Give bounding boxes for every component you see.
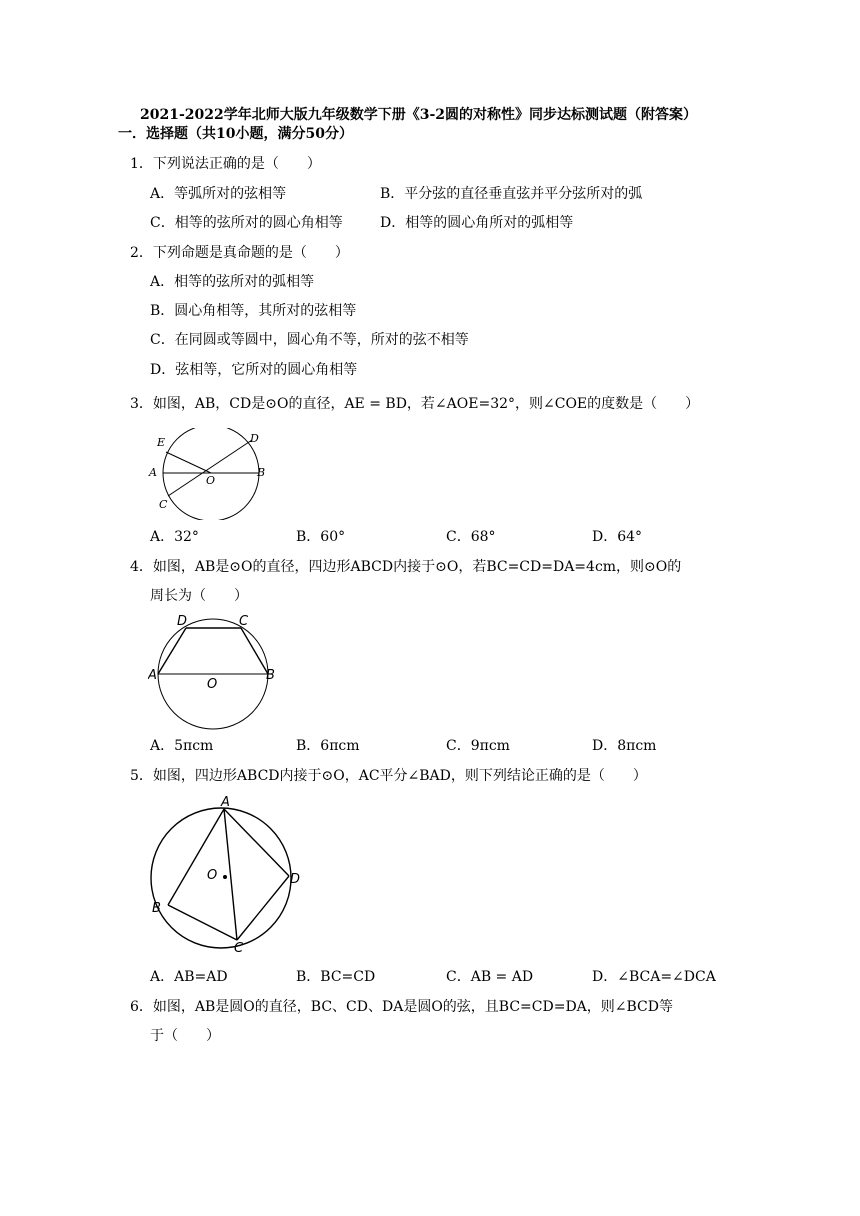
q6-stem-line2: 于（ ） <box>150 1028 220 1044</box>
label-b: B <box>152 901 161 916</box>
document-title: 2021-2022学年北师大版九年级数学下册《3-2圆的对称性》同步达标测试题（附答案） <box>140 107 698 123</box>
q2-stem: 2．下列命题是真命题的是（ ） <box>130 245 349 261</box>
q3-option-b: B．60° <box>296 529 346 545</box>
q4-figure <box>148 612 280 730</box>
q4-option-b: B．6πcm <box>296 738 360 754</box>
label-d: D <box>177 614 188 629</box>
label-b: B <box>257 466 266 479</box>
q5-option-a: A．AB=AD <box>150 969 228 985</box>
q2-option-a: A．相等的弦所对的弧相等 <box>150 274 315 290</box>
label-o: O <box>207 868 218 883</box>
q2-option-d: D．弦相等，它所对的圆心角相等 <box>150 362 358 378</box>
q1-option-a: A．等弧所对的弦相等 <box>150 186 287 202</box>
q3-stem: 3．如图，AB，CD是⊙O的直径，AE = BD，若∠AOE=32°，则∠COE的度数是（ ） <box>130 396 700 412</box>
q5-stem: 5．如图，四边形ABCD内接于⊙O，AC平分∠BAD，则下列结论正确的是（ ） <box>130 768 647 784</box>
q3-option-c: C．68° <box>446 529 496 545</box>
label-e: E <box>157 436 166 449</box>
q2-option-c: C．在同圆或等圆中，圆心角不等，所对的弦不相等 <box>150 332 469 348</box>
q1-option-d: D．相等的圆心角所对的弧相等 <box>380 215 574 231</box>
q1-stem: 1．下列说法正确的是（ ） <box>130 156 321 172</box>
q3-option-a: A．32° <box>150 529 199 545</box>
label-a: A <box>221 795 230 810</box>
label-o: O <box>207 677 218 692</box>
q1-option-c: C．相等的弦所对的圆心角相等 <box>150 215 343 231</box>
q2-option-b: B．圆心角相等，其所对的弦相等 <box>150 303 357 319</box>
label-c: C <box>159 498 168 511</box>
section-heading: 一．选择题（共10小题，满分50分） <box>118 126 353 142</box>
radius-oe <box>166 452 211 473</box>
q3-figure <box>146 428 276 520</box>
label-a: A <box>148 668 157 683</box>
q4-option-d: D．8πcm <box>592 738 657 754</box>
label-o: O <box>206 474 216 487</box>
q5-option-d: D．∠BCA=∠DCA <box>592 969 716 985</box>
q4-stem-line1: 4．如图，AB是⊙O的直径，四边形ABCD内接于⊙O，若BC=CD=DA=4cm，则⊙O的 <box>130 559 682 575</box>
label-a: A <box>149 466 157 479</box>
diameter-cd <box>168 440 252 496</box>
q4-stem-line2: 周长为（ ） <box>150 588 248 604</box>
q5-figure <box>148 792 308 956</box>
label-b: B <box>266 668 275 683</box>
q4-option-a: A．5πcm <box>150 738 214 754</box>
q5-option-c: C．AB = AD <box>446 969 534 985</box>
q6-stem-line1: 6．如图，AB是圆O的直径，BC、CD、DA是圆O的弦，且BC=CD=DA，则∠BCD等 <box>130 999 673 1015</box>
q3-option-d: D．64° <box>592 529 643 545</box>
q1-option-b: B．平分弦的直径垂直弦并平分弦所对的弧 <box>380 186 643 202</box>
label-d: D <box>290 872 301 887</box>
label-d: D <box>250 432 259 445</box>
q4-option-c: C．9πcm <box>446 738 510 754</box>
label-c: C <box>239 614 249 629</box>
label-c: C <box>234 941 244 956</box>
q5-option-b: B．BC=CD <box>296 969 376 985</box>
